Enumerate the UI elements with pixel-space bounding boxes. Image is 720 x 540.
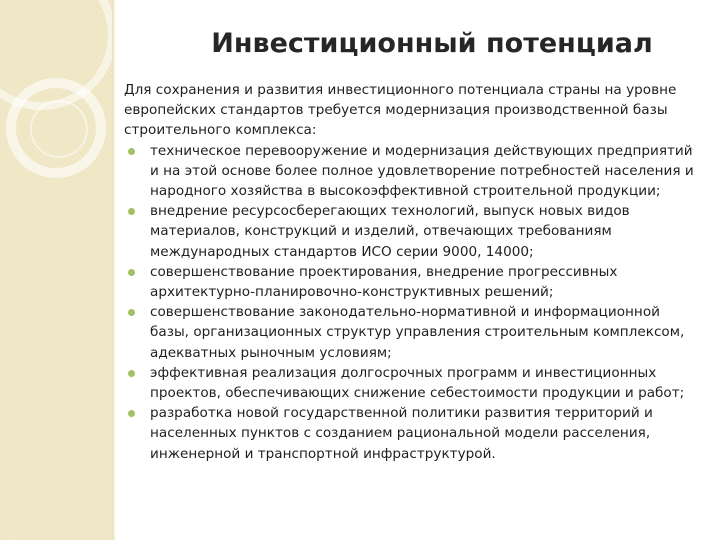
list-item xyxy=(124,201,698,262)
list-item xyxy=(124,403,698,464)
list-item xyxy=(124,141,698,202)
bullet-dot-icon xyxy=(128,208,135,215)
bullet-dot-icon xyxy=(128,148,135,155)
decorative-side-band xyxy=(0,0,112,540)
slide-body xyxy=(124,80,698,464)
decorative-circle xyxy=(30,100,88,158)
bullet-list xyxy=(124,141,698,464)
side-band-edge xyxy=(112,0,116,540)
bullet-dot-icon xyxy=(128,410,135,417)
list-item xyxy=(124,302,698,363)
list-item-text: совершенствование законодательно-нормативной и информационной базы, организационных структур управления строительным комплексом, адекватных рыночным условиям; xyxy=(150,304,685,361)
slide-title: Инвестиционный потенциал xyxy=(211,28,653,59)
list-item-text: внедрение ресурсосберегающих технологий, выпуск новых видов материалов, конструкций и изделий, отвечающих требованиям международных стандартов ИСО серии 9000, 14000; xyxy=(150,203,630,260)
intro-paragraph: Для сохранения и развития инвестиционного потенциала страны на уровне европейских стандартов требуется модернизация производственной базы строительного комплекса: xyxy=(124,82,677,139)
list-item xyxy=(124,262,698,302)
list-item-text: разработка новой государственной политики развития территорий и населенных пунктов с созданием рациональной модели расселения, инженерной и транспортной инфраструктурой. xyxy=(150,405,653,462)
list-item xyxy=(124,363,698,403)
list-item-text: техническое перевооружение и модернизация действующих предприятий и на этой основе более полное удовлетворение потребностей населения и народного хозяйства в высокоэффективной строительной продукции; xyxy=(150,142,694,200)
list-item-text: эффективная реализация долгосрочных программ и инвестиционных проектов, обеспечивающих снижение себестоимости продукции и работ; xyxy=(150,364,685,402)
list-item-text: совершенствование проектирования, внедрение прогрессивных архитектурно-планировочно-конструктивных решений; xyxy=(150,263,618,301)
bullet-dot-icon xyxy=(128,370,135,377)
bullet-dot-icon xyxy=(128,269,135,276)
bullet-dot-icon xyxy=(128,309,135,316)
